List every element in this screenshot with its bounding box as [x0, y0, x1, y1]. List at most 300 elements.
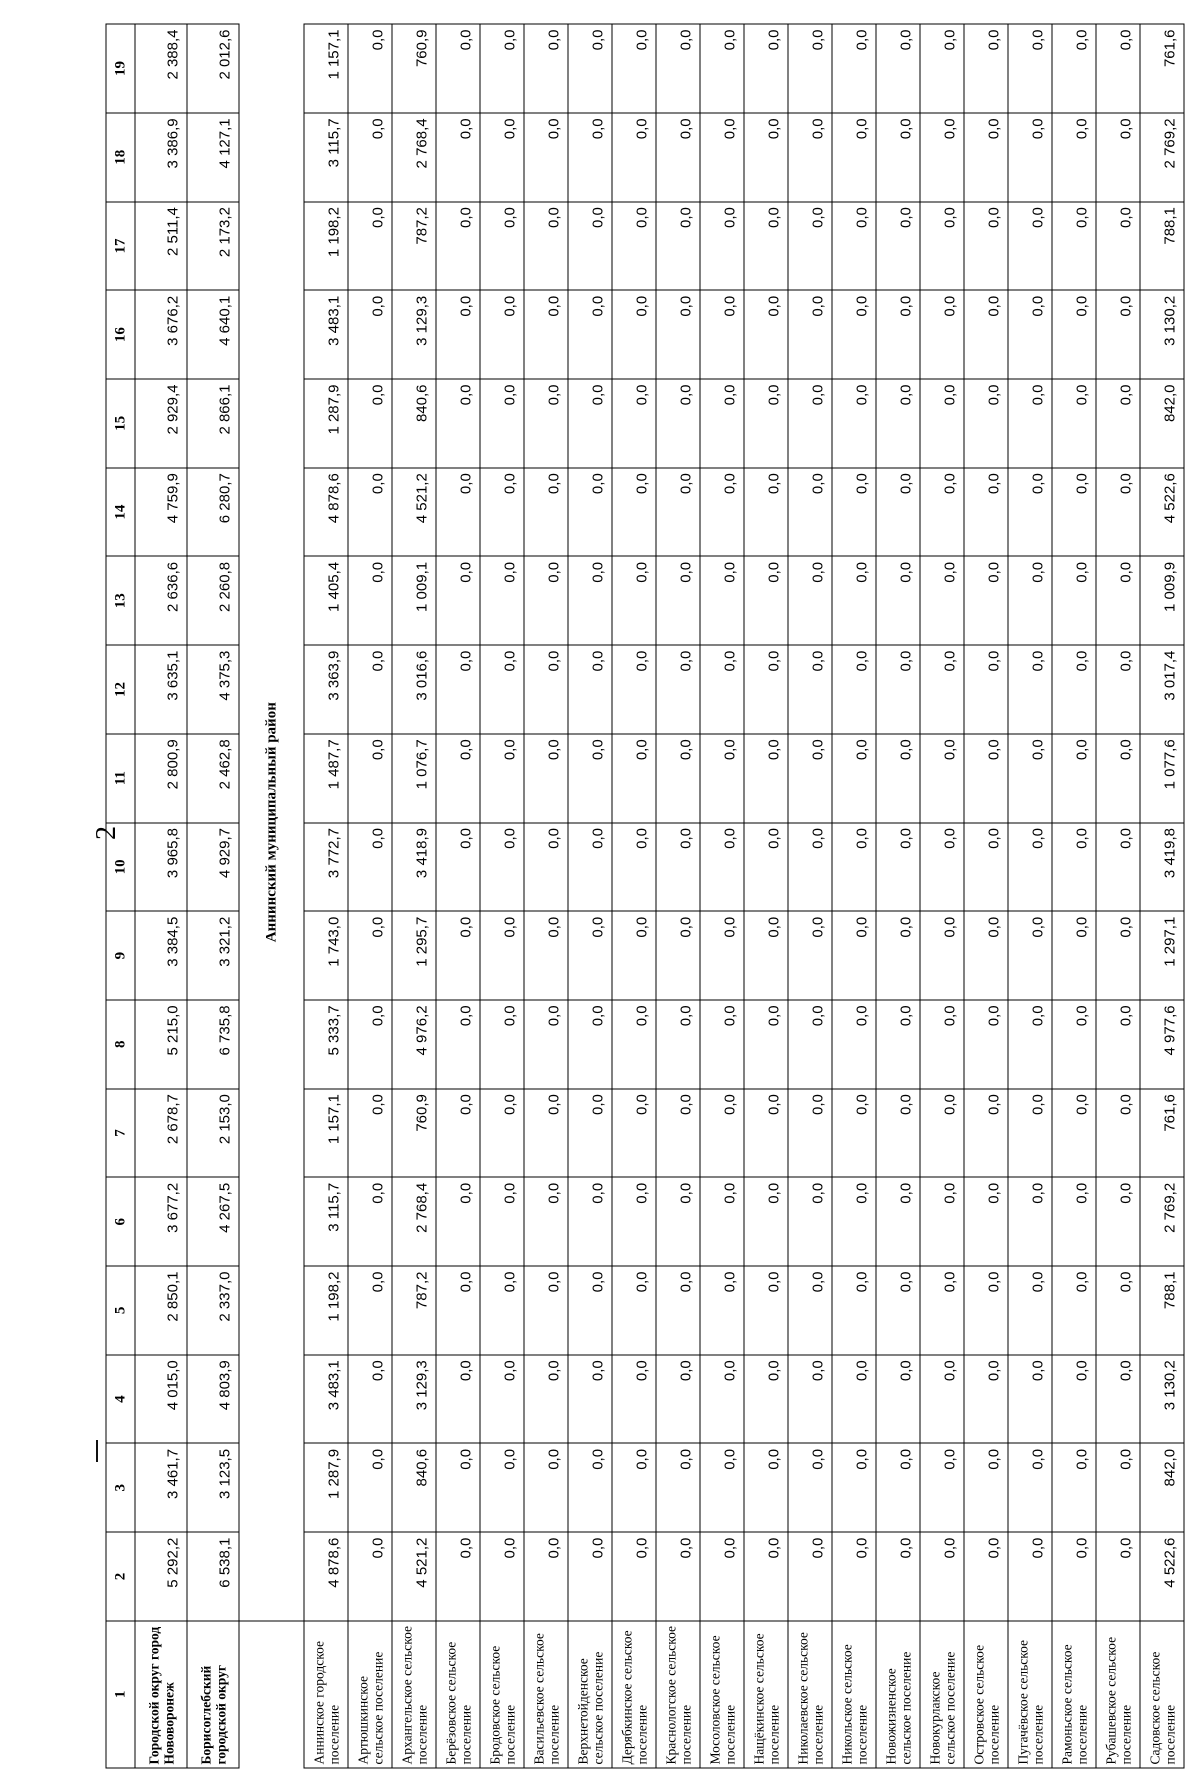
- table-cell: 0,0: [1052, 379, 1096, 468]
- table-row: [1096, 24, 1140, 1768]
- table-cell: 0,0: [612, 24, 656, 113]
- table-cell: 4 127,1: [187, 113, 239, 202]
- table-row: [1140, 24, 1184, 1768]
- table-cell: 3 677,2: [135, 1177, 187, 1266]
- table-cell: 0,0: [348, 823, 392, 912]
- row-name: Нащёкинское сельское поселение: [744, 1621, 788, 1768]
- table-cell: 0,0: [656, 1089, 700, 1178]
- table-cell: 4 521,2: [392, 1532, 436, 1621]
- table-cell: 0,0: [348, 1000, 392, 1089]
- section-row: [239, 24, 304, 1768]
- table-cell: 3 483,1: [304, 1355, 348, 1444]
- table-cell: 0,0: [524, 24, 568, 113]
- table-cell: 0,0: [744, 1532, 788, 1621]
- table-cell: 0,0: [436, 911, 480, 1000]
- table-cell: 0,0: [744, 734, 788, 823]
- table-cell: 788,1: [1140, 1266, 1184, 1355]
- table-cell: 0,0: [744, 1266, 788, 1355]
- table-cell: 5 292,2: [135, 1532, 187, 1621]
- table-cell: 0,0: [1008, 379, 1052, 468]
- table-cell: 0,0: [876, 1443, 920, 1532]
- table-cell: 3 123,5: [187, 1443, 239, 1532]
- table-row: [1008, 24, 1052, 1768]
- table-cell: 4 759,9: [135, 468, 187, 557]
- table-cell: 0,0: [480, 113, 524, 202]
- table-cell: 0,0: [480, 823, 524, 912]
- table-cell: 0,0: [964, 202, 1008, 291]
- table-cell: 0,0: [832, 1089, 876, 1178]
- table-cell: 0,0: [524, 1089, 568, 1178]
- column-header: 15: [106, 379, 135, 468]
- table-cell: 2 929,4: [135, 379, 187, 468]
- table-cell: 760,9: [392, 24, 436, 113]
- table-cell: 0,0: [700, 1355, 744, 1444]
- column-header: 10: [106, 823, 135, 912]
- table-row: [436, 24, 480, 1768]
- table-cell: 0,0: [1096, 1266, 1140, 1355]
- table-cell: 0,0: [568, 1177, 612, 1266]
- table-cell: 0,0: [1052, 202, 1096, 291]
- table-cell: 0,0: [700, 1000, 744, 1089]
- table-cell: 1 157,1: [304, 24, 348, 113]
- table-cell: 0,0: [876, 823, 920, 912]
- table-cell: 0,0: [964, 1443, 1008, 1532]
- table-row: [524, 24, 568, 1768]
- table-cell: 0,0: [656, 556, 700, 645]
- table-cell: 0,0: [788, 556, 832, 645]
- table-cell: 0,0: [744, 1089, 788, 1178]
- table-cell: 0,0: [964, 1355, 1008, 1444]
- table-cell: 2 173,2: [187, 202, 239, 291]
- table-cell: 0,0: [480, 1177, 524, 1266]
- table-cell: 0,0: [700, 911, 744, 1000]
- table-cell: 0,0: [1052, 911, 1096, 1000]
- table-cell: 0,0: [348, 1355, 392, 1444]
- table-cell: 0,0: [348, 202, 392, 291]
- table-cell: 1 743,0: [304, 911, 348, 1000]
- table-cell: 0,0: [348, 379, 392, 468]
- table-cell: 0,0: [568, 1532, 612, 1621]
- table-cell: 0,0: [964, 24, 1008, 113]
- table-cell: 1 077,6: [1140, 734, 1184, 823]
- table-cell: 0,0: [876, 911, 920, 1000]
- column-header: 1: [106, 1621, 135, 1768]
- table-cell: 0,0: [700, 1177, 744, 1266]
- table-cell: 2 153,0: [187, 1089, 239, 1178]
- table-cell: 0,0: [348, 734, 392, 823]
- table-cell: 0,0: [480, 1000, 524, 1089]
- table-cell: 0,0: [1052, 1355, 1096, 1444]
- table-cell: 3 129,3: [392, 1355, 436, 1444]
- table-cell: 0,0: [436, 113, 480, 202]
- section-title: Аннинский муниципальный район: [239, 24, 304, 1621]
- row-name: Мосоловское сельское поселение: [700, 1621, 744, 1768]
- table-cell: 0,0: [1096, 24, 1140, 113]
- table-cell: 4 375,3: [187, 645, 239, 734]
- column-header: 3: [106, 1443, 135, 1532]
- table-cell: 0,0: [436, 202, 480, 291]
- table-cell: 0,0: [480, 556, 524, 645]
- table-cell: 0,0: [1096, 823, 1140, 912]
- table-frame: [105, 24, 1178, 1769]
- table-cell: 0,0: [436, 1532, 480, 1621]
- table-cell: 0,0: [568, 823, 612, 912]
- table-cell: 0,0: [832, 1266, 876, 1355]
- table-cell: 0,0: [832, 24, 876, 113]
- row-name: Пугачёвское сельское поселение: [1008, 1621, 1052, 1768]
- section-blank-cell: [239, 1621, 304, 1768]
- table-cell: 0,0: [832, 379, 876, 468]
- table-cell: 0,0: [656, 1532, 700, 1621]
- table-cell: 0,0: [788, 1177, 832, 1266]
- table-cell: 3 017,4: [1140, 645, 1184, 734]
- table-cell: 0,0: [612, 379, 656, 468]
- table-cell: 0,0: [788, 1443, 832, 1532]
- table-cell: 0,0: [612, 113, 656, 202]
- table-cell: 787,2: [392, 202, 436, 291]
- table-cell: 0,0: [700, 556, 744, 645]
- table-cell: 0,0: [568, 911, 612, 1000]
- table-cell: 0,0: [788, 911, 832, 1000]
- table-cell: 0,0: [788, 734, 832, 823]
- table-cell: 0,0: [1096, 290, 1140, 379]
- table-cell: 0,0: [1008, 1443, 1052, 1532]
- row-name: Рамоньское сельское поселение: [1052, 1621, 1096, 1768]
- table-cell: 0,0: [700, 468, 744, 557]
- table-cell: 0,0: [656, 202, 700, 291]
- table-cell: 787,2: [392, 1266, 436, 1355]
- table-cell: 0,0: [700, 379, 744, 468]
- table-cell: 0,0: [920, 379, 964, 468]
- row-name: Бродовское сельское поселение: [480, 1621, 524, 1768]
- table-row: [656, 24, 700, 1768]
- row-name: Верхнетойденское сельское поселение: [568, 1621, 612, 1768]
- table-cell: 0,0: [788, 1266, 832, 1355]
- table-cell: 4 977,6: [1140, 1000, 1184, 1089]
- table-cell: 0,0: [700, 24, 744, 113]
- table-cell: 0,0: [788, 645, 832, 734]
- table-cell: 2 678,7: [135, 1089, 187, 1178]
- table-row: [700, 24, 744, 1768]
- table-cell: 0,0: [788, 202, 832, 291]
- table-cell: 0,0: [832, 823, 876, 912]
- table-cell: 0,0: [964, 556, 1008, 645]
- table-row: [920, 24, 964, 1768]
- table-cell: 0,0: [656, 1355, 700, 1444]
- table-cell: 0,0: [964, 1532, 1008, 1621]
- table-cell: 0,0: [876, 1355, 920, 1444]
- table-cell: 0,0: [744, 113, 788, 202]
- table-cell: 842,0: [1140, 379, 1184, 468]
- table-cell: 0,0: [348, 1532, 392, 1621]
- table-cell: 3 115,7: [304, 113, 348, 202]
- table-cell: 0,0: [832, 1532, 876, 1621]
- table-cell: 0,0: [568, 1000, 612, 1089]
- row-name: Артюшкинское сельское поселение: [348, 1621, 392, 1768]
- table-cell: 0,0: [700, 823, 744, 912]
- table-cell: 0,0: [480, 24, 524, 113]
- table-cell: 0,0: [788, 468, 832, 557]
- table-cell: 0,0: [568, 1355, 612, 1444]
- table-cell: 0,0: [436, 1089, 480, 1178]
- table-cell: 0,0: [700, 290, 744, 379]
- table-cell: 0,0: [568, 24, 612, 113]
- table-cell: 1 076,7: [392, 734, 436, 823]
- table-cell: 1 009,1: [392, 556, 436, 645]
- table-row: [135, 24, 187, 1768]
- table-cell: 0,0: [832, 202, 876, 291]
- data-table: [105, 24, 1184, 1769]
- table-cell: 0,0: [832, 645, 876, 734]
- column-header: 19: [106, 24, 135, 113]
- table-cell: 0,0: [1096, 734, 1140, 823]
- table-cell: 2 388,4: [135, 24, 187, 113]
- table-cell: 0,0: [348, 290, 392, 379]
- table-cell: 0,0: [700, 734, 744, 823]
- table-cell: 5 215,0: [135, 1000, 187, 1089]
- table-cell: 0,0: [436, 1177, 480, 1266]
- column-header: 11: [106, 734, 135, 823]
- table-cell: 842,0: [1140, 1443, 1184, 1532]
- table-cell: 3 635,1: [135, 645, 187, 734]
- table-cell: 0,0: [744, 1177, 788, 1266]
- table-cell: 0,0: [744, 468, 788, 557]
- table-cell: 6 538,1: [187, 1532, 239, 1621]
- table-cell: 3 130,2: [1140, 1355, 1184, 1444]
- table-cell: 0,0: [612, 202, 656, 291]
- table-cell: 0,0: [436, 1266, 480, 1355]
- table-cell: 1 287,9: [304, 379, 348, 468]
- table-cell: 0,0: [876, 734, 920, 823]
- table-cell: 0,0: [524, 556, 568, 645]
- table-cell: 0,0: [1008, 24, 1052, 113]
- table-cell: 0,0: [920, 202, 964, 291]
- table-cell: 0,0: [744, 911, 788, 1000]
- table-cell: 0,0: [480, 1532, 524, 1621]
- table-cell: 0,0: [744, 24, 788, 113]
- table-cell: 3 483,1: [304, 290, 348, 379]
- table-cell: 3 321,2: [187, 911, 239, 1000]
- table-cell: 0,0: [920, 1443, 964, 1532]
- table-cell: 0,0: [348, 911, 392, 1000]
- row-name: Островское сельское поселение: [964, 1621, 1008, 1768]
- table-cell: 0,0: [612, 468, 656, 557]
- table-cell: 0,0: [348, 468, 392, 557]
- table-cell: 2 337,0: [187, 1266, 239, 1355]
- table-cell: 4 803,9: [187, 1355, 239, 1444]
- table-cell: 0,0: [348, 645, 392, 734]
- table-cell: 0,0: [656, 1266, 700, 1355]
- table-cell: 0,0: [436, 1443, 480, 1532]
- table-cell: 0,0: [1008, 1177, 1052, 1266]
- table-cell: 0,0: [1096, 1177, 1140, 1266]
- table-cell: 0,0: [920, 645, 964, 734]
- table-cell: 0,0: [920, 290, 964, 379]
- table-cell: 0,0: [612, 734, 656, 823]
- table-cell: 761,6: [1140, 24, 1184, 113]
- row-name: Аннинское городское поселение: [304, 1621, 348, 1768]
- table-cell: 0,0: [568, 556, 612, 645]
- table-cell: 0,0: [480, 468, 524, 557]
- table-cell: 5 333,7: [304, 1000, 348, 1089]
- scan-mark: [96, 1440, 98, 1462]
- table-cell: 0,0: [876, 468, 920, 557]
- table-cell: 0,0: [1008, 645, 1052, 734]
- table-cell: 0,0: [480, 911, 524, 1000]
- table-cell: 0,0: [1008, 1000, 1052, 1089]
- table-cell: 0,0: [964, 468, 1008, 557]
- table-cell: 0,0: [612, 1355, 656, 1444]
- table-cell: 0,0: [1052, 1532, 1096, 1621]
- table-cell: 2 636,6: [135, 556, 187, 645]
- table-cell: 0,0: [568, 734, 612, 823]
- table-cell: 0,0: [656, 1177, 700, 1266]
- table-cell: 2 769,2: [1140, 113, 1184, 202]
- table-cell: 0,0: [1052, 1089, 1096, 1178]
- table-cell: 0,0: [920, 1177, 964, 1266]
- table-cell: 0,0: [1096, 911, 1140, 1000]
- row-name: Архангельское сельское поселение: [392, 1621, 436, 1768]
- table-cell: 0,0: [436, 645, 480, 734]
- table-cell: 0,0: [612, 1532, 656, 1621]
- table-cell: 0,0: [568, 202, 612, 291]
- table-cell: 0,0: [920, 734, 964, 823]
- table-cell: 0,0: [348, 113, 392, 202]
- table-cell: 0,0: [1008, 113, 1052, 202]
- table-cell: 2 768,4: [392, 113, 436, 202]
- table-cell: 2 511,4: [135, 202, 187, 291]
- table-cell: 0,0: [612, 1089, 656, 1178]
- table-cell: 0,0: [964, 290, 1008, 379]
- table-cell: 0,0: [964, 1000, 1008, 1089]
- table-cell: 0,0: [524, 823, 568, 912]
- table-row: [876, 24, 920, 1768]
- table-cell: 0,0: [920, 911, 964, 1000]
- table-cell: 0,0: [964, 823, 1008, 912]
- row-name: Берёзовское сельское поселение: [436, 1621, 480, 1768]
- table-cell: 0,0: [1008, 911, 1052, 1000]
- table-cell: 0,0: [524, 1355, 568, 1444]
- table-cell: 0,0: [524, 1443, 568, 1532]
- table-cell: 3 016,6: [392, 645, 436, 734]
- table-cell: 0,0: [348, 1266, 392, 1355]
- table-cell: 0,0: [568, 113, 612, 202]
- table-cell: 0,0: [1096, 1089, 1140, 1178]
- table-cell: 0,0: [436, 734, 480, 823]
- table-cell: 0,0: [1052, 556, 1096, 645]
- table-cell: 0,0: [876, 113, 920, 202]
- table-cell: 0,0: [876, 1089, 920, 1178]
- table-cell: 0,0: [876, 1266, 920, 1355]
- column-header: 8: [106, 1000, 135, 1089]
- table-cell: 2 866,1: [187, 379, 239, 468]
- table-cell: 0,0: [1096, 1000, 1140, 1089]
- row-name: Васильевское сельское поселение: [524, 1621, 568, 1768]
- table-cell: 0,0: [920, 113, 964, 202]
- table-cell: 0,0: [480, 290, 524, 379]
- row-name: Дерябкинское сельское поселение: [612, 1621, 656, 1768]
- table-cell: 0,0: [480, 202, 524, 291]
- table-cell: 0,0: [436, 823, 480, 912]
- table-cell: 0,0: [1096, 1532, 1140, 1621]
- table-cell: 0,0: [876, 1000, 920, 1089]
- table-cell: 0,0: [524, 1000, 568, 1089]
- table-cell: 0,0: [436, 24, 480, 113]
- table-cell: 0,0: [480, 1089, 524, 1178]
- table-cell: 0,0: [612, 556, 656, 645]
- table-cell: 0,0: [656, 24, 700, 113]
- row-name: Никольское сельское поселение: [832, 1621, 876, 1768]
- table-cell: 3 419,8: [1140, 823, 1184, 912]
- table-cell: 0,0: [964, 645, 1008, 734]
- table-cell: 0,0: [524, 113, 568, 202]
- table-cell: 4 878,6: [304, 468, 348, 557]
- table-cell: 0,0: [436, 1000, 480, 1089]
- table-cell: 3 386,9: [135, 113, 187, 202]
- table-cell: 0,0: [524, 1532, 568, 1621]
- table-cell: 840,6: [392, 1443, 436, 1532]
- table-cell: 0,0: [920, 468, 964, 557]
- table-cell: 0,0: [964, 1177, 1008, 1266]
- table-cell: 4 015,0: [135, 1355, 187, 1444]
- table-cell: 0,0: [1008, 290, 1052, 379]
- table-cell: 0,0: [524, 1177, 568, 1266]
- table-cell: 0,0: [656, 1443, 700, 1532]
- table-cell: 0,0: [1096, 113, 1140, 202]
- table-cell: 0,0: [832, 556, 876, 645]
- table-cell: 761,6: [1140, 1089, 1184, 1178]
- table-cell: 2 260,8: [187, 556, 239, 645]
- table-cell: 0,0: [1008, 1266, 1052, 1355]
- table-cell: 0,0: [1052, 24, 1096, 113]
- table-cell: 0,0: [876, 24, 920, 113]
- table-cell: 0,0: [480, 379, 524, 468]
- table-cell: 0,0: [788, 24, 832, 113]
- row-name: Рубашевское сельское поселение: [1096, 1621, 1140, 1768]
- table-cell: 0,0: [1052, 1443, 1096, 1532]
- table-cell: 0,0: [1052, 823, 1096, 912]
- table-cell: 0,0: [832, 734, 876, 823]
- table-cell: 0,0: [744, 1355, 788, 1444]
- table-cell: 0,0: [524, 290, 568, 379]
- table-cell: 0,0: [524, 911, 568, 1000]
- table-cell: 0,0: [436, 290, 480, 379]
- table-cell: 4 522,6: [1140, 468, 1184, 557]
- table-cell: 0,0: [480, 645, 524, 734]
- table-cell: 0,0: [920, 1089, 964, 1178]
- table-cell: 0,0: [832, 1355, 876, 1444]
- table-cell: 0,0: [744, 379, 788, 468]
- table-cell: 0,0: [744, 823, 788, 912]
- table-cell: 0,0: [656, 113, 700, 202]
- table-cell: 0,0: [1008, 823, 1052, 912]
- table-cell: 0,0: [612, 823, 656, 912]
- table-cell: 0,0: [1008, 202, 1052, 291]
- table-row: [964, 24, 1008, 1768]
- table-cell: 1 198,2: [304, 1266, 348, 1355]
- table-cell: 3 676,2: [135, 290, 187, 379]
- table-cell: 0,0: [568, 1089, 612, 1178]
- table-cell: 0,0: [744, 202, 788, 291]
- table-cell: 0,0: [832, 290, 876, 379]
- table-row: [392, 24, 436, 1768]
- table-cell: 1 287,9: [304, 1443, 348, 1532]
- table-cell: 3 129,3: [392, 290, 436, 379]
- table-cell: 4 878,6: [304, 1532, 348, 1621]
- table-cell: 0,0: [700, 1443, 744, 1532]
- table-cell: 0,0: [480, 1266, 524, 1355]
- table-cell: 0,0: [788, 823, 832, 912]
